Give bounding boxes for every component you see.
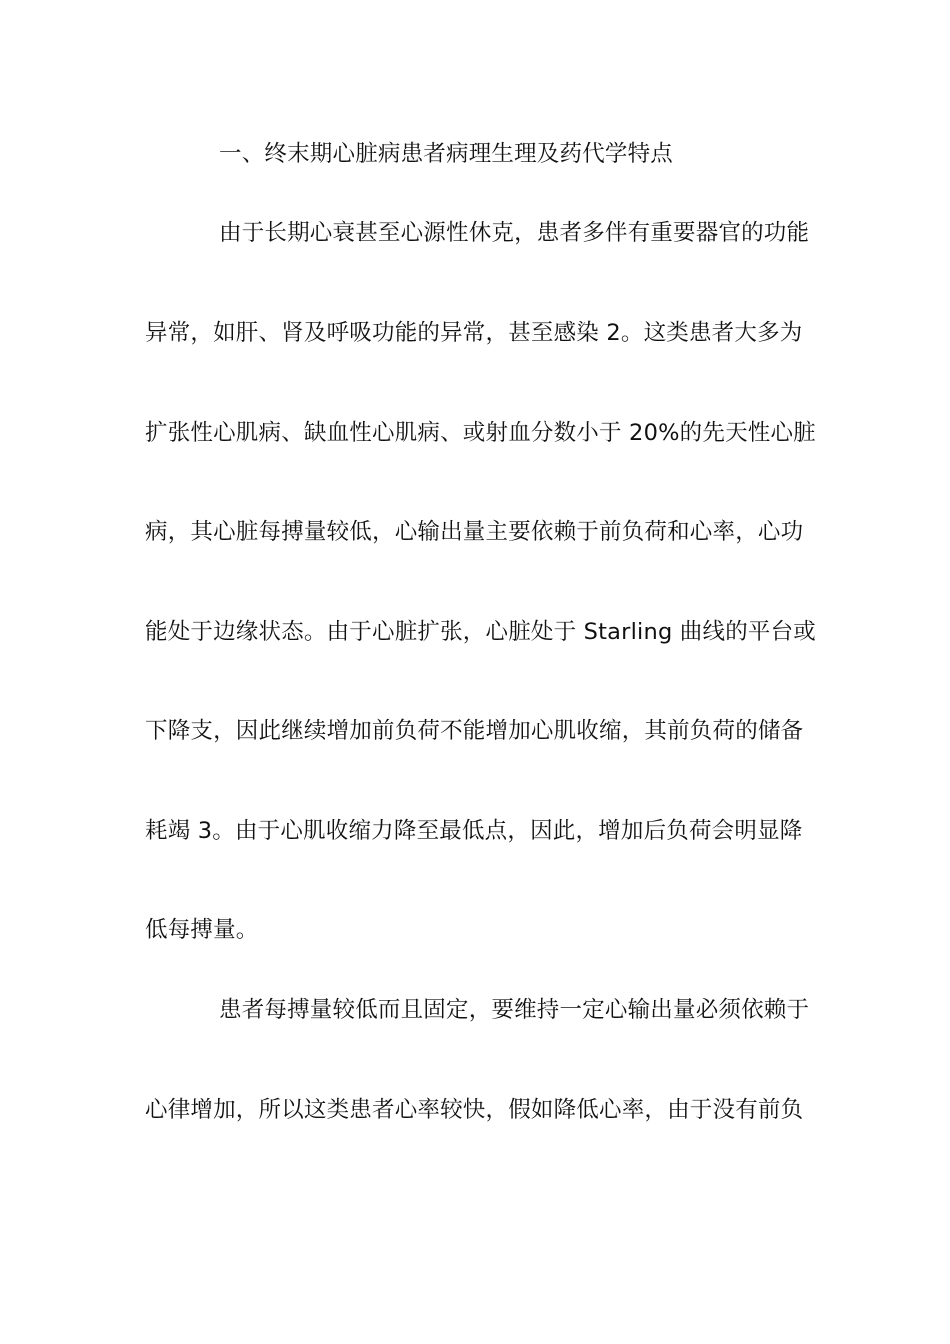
paragraph-1-line-2: 异常，如肝、肾及呼吸功能的异常，甚至感染 2。这类患者大多为 — [145, 320, 803, 346]
paragraph-1-line-6: 下降支，因此继续增加前负荷不能增加心肌收缩，其前负荷的储备 — [145, 718, 804, 744]
section-heading: 一、终末期心脏病患者病理生理及药代学特点 — [219, 141, 674, 167]
paragraph-1-line-5: 能处于边缘状态。由于心脏扩张，心脏处于 Starling 曲线的平台或 — [145, 619, 816, 645]
paragraph-1-line-8: 低每搏量。 — [145, 917, 259, 943]
paragraph-2-line-2: 心律增加，所以这类患者心率较快，假如降低心率，由于没有前负 — [145, 1097, 804, 1123]
paragraph-1-line-4: 病，其心脏每搏量较低，心输出量主要依赖于前负荷和心率，心功 — [145, 519, 804, 545]
paragraph-1-line-1: 由于长期心衰甚至心源性休克，患者多伴有重要器官的功能 — [219, 220, 810, 246]
paragraph-1-line-3: 扩张性心肌病、缺血性心肌病、或射血分数小于 20%的先天性心脏 — [145, 420, 816, 446]
paragraph-2-line-1: 患者每搏量较低而且固定，要维持一定心输出量必须依赖于 — [219, 997, 810, 1023]
paragraph-1-line-7: 耗竭 3。由于心肌收缩力降至最低点，因此，增加后负荷会明显降 — [145, 818, 803, 844]
